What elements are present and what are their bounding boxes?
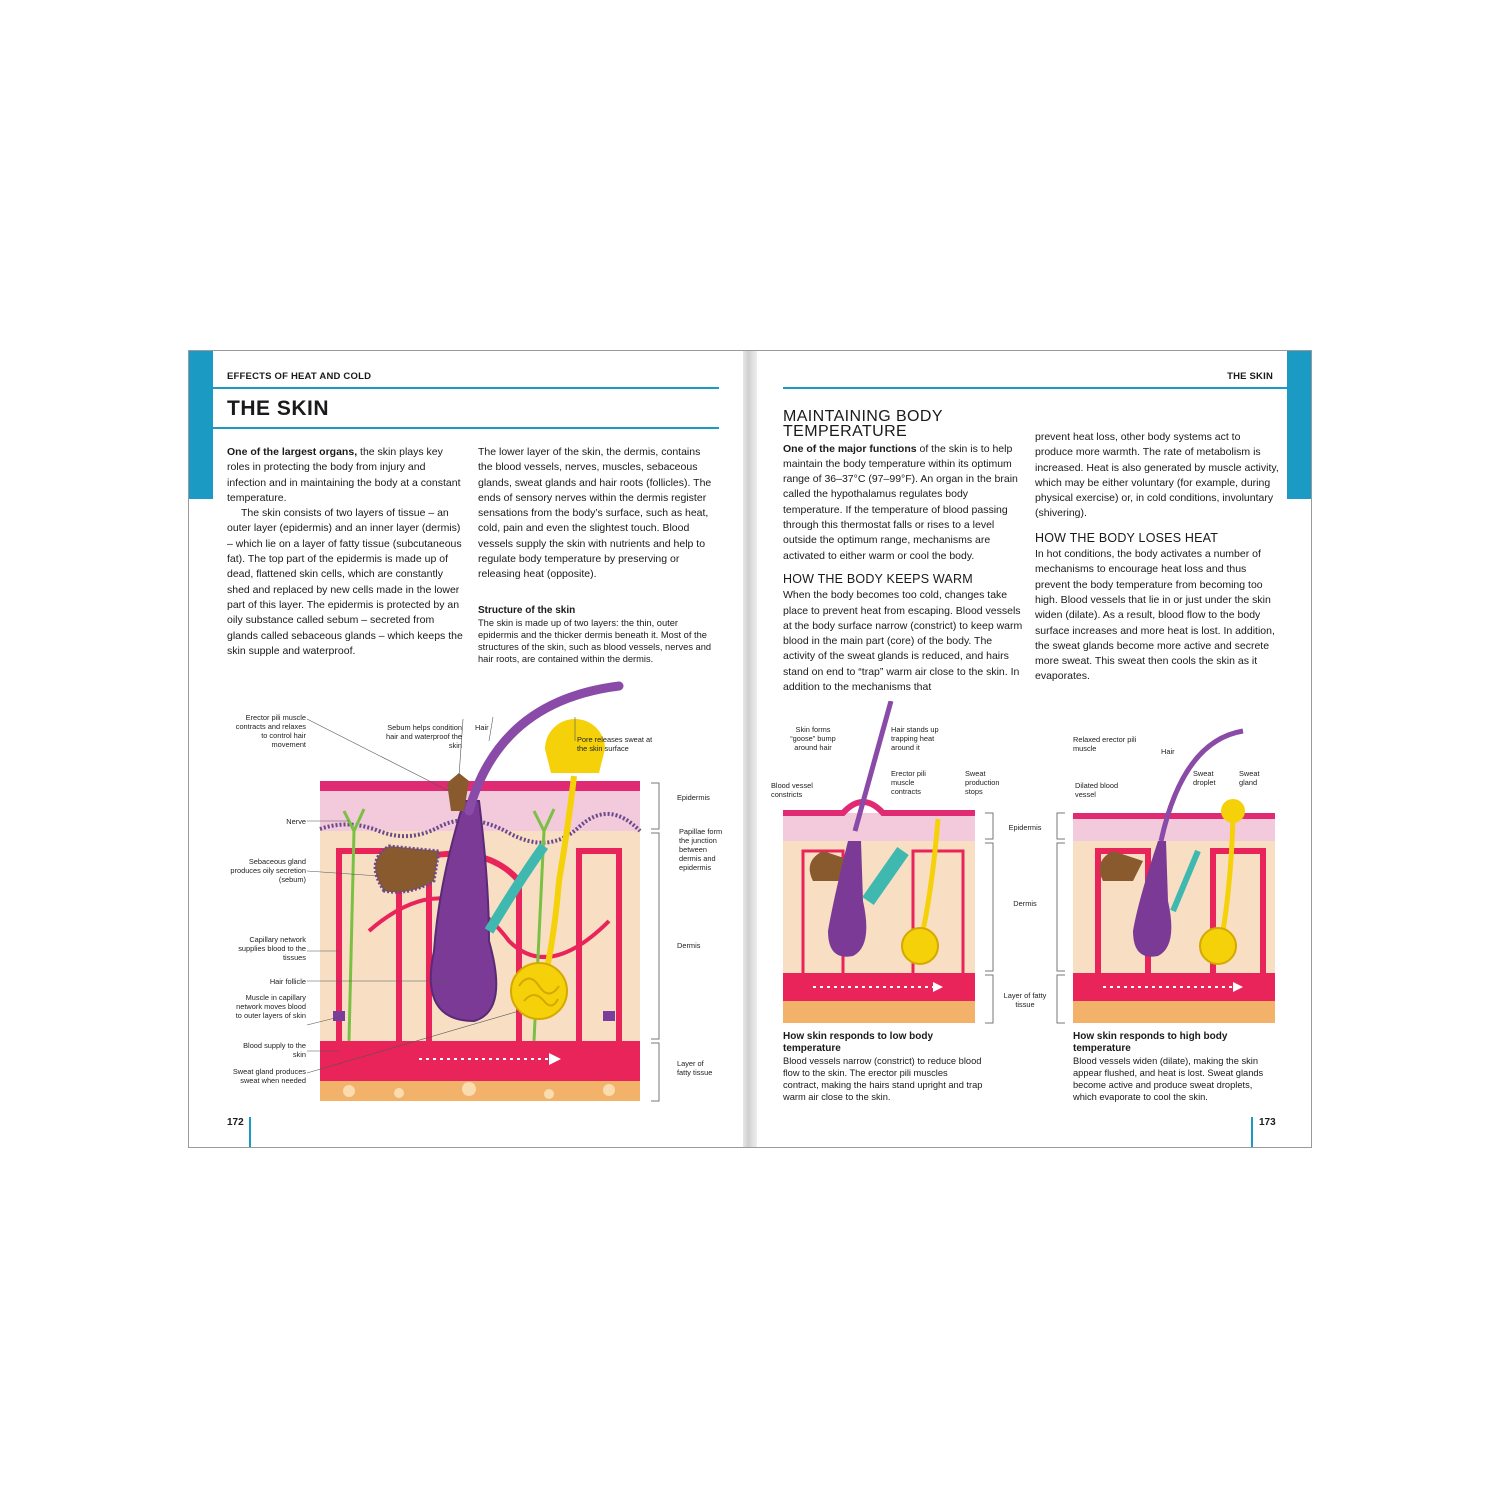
right-page-number-bar — [1251, 1117, 1253, 1147]
book-spread — [188, 350, 1312, 1148]
dermis-paragraph: The lower layer of the skin, the dermis, contains the blood vessels, nerves, muscles, sebaceous glands, sweat glands and hair roots (follicles). The ends of sensory nerves within the dermis register sensations from the body’s surface, such as heat, cold, pain and even the slightest touch. Blood vessels supply the skin with nutrients and help to regulate body temperature by preserving or releasing heat (opposite). — [478, 446, 712, 581]
keeps-warm-heading: HOW THE BODY KEEPS WARM — [783, 571, 973, 586]
layers-paragraph: The skin consists of two layers of tissue – an outer layer (epidermis) and an inner layer (dermis) – which lie on a layer of fatty tissue (subcutaneous fat). The top part of the epidermis is made up of dead, flattened skin cells, which are constantly shed and replaced by new cells made in the lower part of this layer. The epidermis is protected by an oily substance called sebum – secreted from glands called sebaceous glands – which keeps the skin supple and waterproof. — [227, 507, 463, 657]
left-page-number: 172 — [227, 1117, 244, 1128]
page-title: THE SKIN — [227, 397, 330, 420]
cold-caption-title: How skin responds to low body temperature — [783, 1031, 934, 1054]
left-page — [189, 351, 743, 1147]
maintaining-heading: MAINTAINING BODY TEMPERATURE — [783, 408, 943, 441]
label-relaxed-erector: Relaxed erector pili muscle — [1073, 735, 1137, 753]
right-page — [757, 351, 1311, 1147]
left-top-rule — [213, 387, 719, 389]
label-sebum: Sebum helps condition hair and waterproof the skin — [385, 723, 462, 750]
left-column-2 — [478, 445, 714, 665]
label-right-sweat-gland: Sweat gland — [1239, 769, 1260, 787]
label-sebaceous-gland: Sebaceous gland produces oily secretion (sebum) — [230, 857, 306, 884]
right-column-2 — [1035, 430, 1279, 685]
label-sweat-droplet: Sweat droplet — [1193, 769, 1216, 787]
structure-caption-title: Structure of the skin — [478, 604, 576, 616]
left-color-tab — [189, 351, 213, 499]
label-blood-supply: Blood supply to the skin — [243, 1041, 306, 1059]
capillary-muscle — [333, 1011, 345, 1021]
heat-production-text: prevent heat loss, other body systems act to produce more warmth. The rate of metabolism is increased. Heat is also generated by muscle activity, which may be either voluntary (for example, during physical exercise) or, in cold conditions, involuntary (shivering). — [1035, 431, 1279, 520]
left-title-rule — [213, 427, 719, 429]
loses-heat-heading: HOW THE BODY LOSES HEAT — [1035, 530, 1219, 545]
right-color-tab — [1287, 351, 1311, 499]
hot-caption-title: How skin responds to high body temperature — [1073, 1031, 1228, 1054]
keeps-warm-text: When the body becomes too cold, changes take place to prevent heat from escaping. Blood vessels at the body surface narrow (constrict) to keep warm blood in the main part (core) of the body. The activity of the sweat glands is reduced, and hairs stand on end to “trap” warm air close to the skin. In addition to the mechanisms that — [783, 589, 1023, 694]
lead-in: One of the largest organs, — [227, 446, 358, 458]
label-sweat-gland: Sweat gland produces sweat when needed — [232, 1067, 306, 1085]
label-capillary-network: Capillary network supplies blood to the tissues — [238, 935, 306, 962]
left-running-head: EFFECTS OF HEAT AND COLD — [227, 371, 372, 382]
label-fatty-tissue: Layer of fatty tissue — [677, 1059, 713, 1077]
label-goose-bump: Skin forms “goose” bump around hair — [790, 725, 836, 752]
label-vessel-constricts: Blood vessel constricts — [771, 781, 813, 799]
right-column-1 — [783, 409, 1027, 695]
label-sweat-stops: Sweat production stops — [965, 769, 1000, 796]
label-nerve: Nerve — [286, 817, 306, 826]
label-dermis: Dermis — [677, 941, 701, 950]
sweat-gland — [511, 963, 567, 1019]
label-right-epidermis: Epidermis — [1008, 823, 1042, 832]
label-erector-pili: Erector pili muscle contracts and relaxes to control hair movement — [235, 713, 306, 749]
left-page-number-bar — [249, 1117, 251, 1147]
label-capillary-muscle: Muscle in capillary network moves blood to outer layers of skin — [235, 993, 306, 1020]
cold-caption — [783, 1031, 983, 1103]
right-lead-in: One of the major functions — [783, 442, 917, 455]
structure-caption-text: The skin is made up of two layers: the thin, outer epidermis and the thicker dermis beneath it. Most of the structures of the skin, such as blood vessels, nerves and hair roots, are contained within the dermis. — [478, 617, 712, 664]
right-top-rule — [783, 387, 1287, 389]
label-hair: Hair — [475, 723, 489, 732]
right-page-number: 173 — [1259, 1117, 1276, 1128]
label-hair-follicle: Hair follicle — [269, 977, 306, 986]
label-dilated-vessel: Dilated blood vessel — [1075, 781, 1119, 799]
label-epidermis: Epidermis — [677, 793, 710, 802]
label-pore: Pore releases sweat at the skin surface — [577, 735, 653, 753]
label-hair-stands: Hair stands up trapping heat around it — [891, 725, 939, 752]
label-right-hair: Hair — [1161, 747, 1175, 756]
left-column-1 — [227, 445, 463, 659]
right-running-head: THE SKIN — [1227, 371, 1273, 382]
fat-layer — [320, 1081, 640, 1101]
hot-caption — [1073, 1031, 1269, 1103]
label-right-fatty-tissue: Layer of fatty tissue — [1003, 991, 1047, 1009]
book-gutter — [743, 351, 757, 1147]
label-right-dermis: Dermis — [1013, 899, 1037, 908]
cold-caption-text: Blood vessels narrow (constrict) to reduce blood flow to the skin. The erector pili muscles contract, making the hairs stand upright and trap warm air close to the skin. — [783, 1056, 983, 1102]
loses-heat-text: In hot conditions, the body activates a number of mechanisms to encourage heat loss and thus prevent the body temperature from becoming too high. Blood vessels that lie in or just under the skin widen (dilate). As a result, blood flow to the body surface increases and more heat is lost. In addition, the sweat glands become more active and secrete more sweat. This sweat then cools the skin as it evaporates. — [1035, 548, 1275, 683]
maintaining-text: of the skin is to help maintain the body temperature within its optimum range of 36–37°C (97–99°F). An organ in the brain called the hypothalamus regulates body temperature. If the temperature of blood passing through this thermostat falls or rises to a level outside the optimum range, mechanisms are activated to either warm or cool the body. — [783, 442, 1018, 562]
blood-supply-vessel — [320, 1041, 640, 1081]
label-erector-contracts: Erector pili muscle contracts — [891, 769, 926, 796]
hot-caption-text: Blood vessels widen (dilate), making the skin appear flushed, and heat is lost. Sweat glands become active and produce sweat droplets, which evaporate to cool the skin. — [1073, 1056, 1264, 1102]
label-papillae: Papillae form the junction between dermis and epidermis — [679, 827, 723, 872]
intro-text: the skin plays key roles in protecting the body from injury and infection and in maintaining the body at a constant temperature. — [227, 446, 461, 504]
